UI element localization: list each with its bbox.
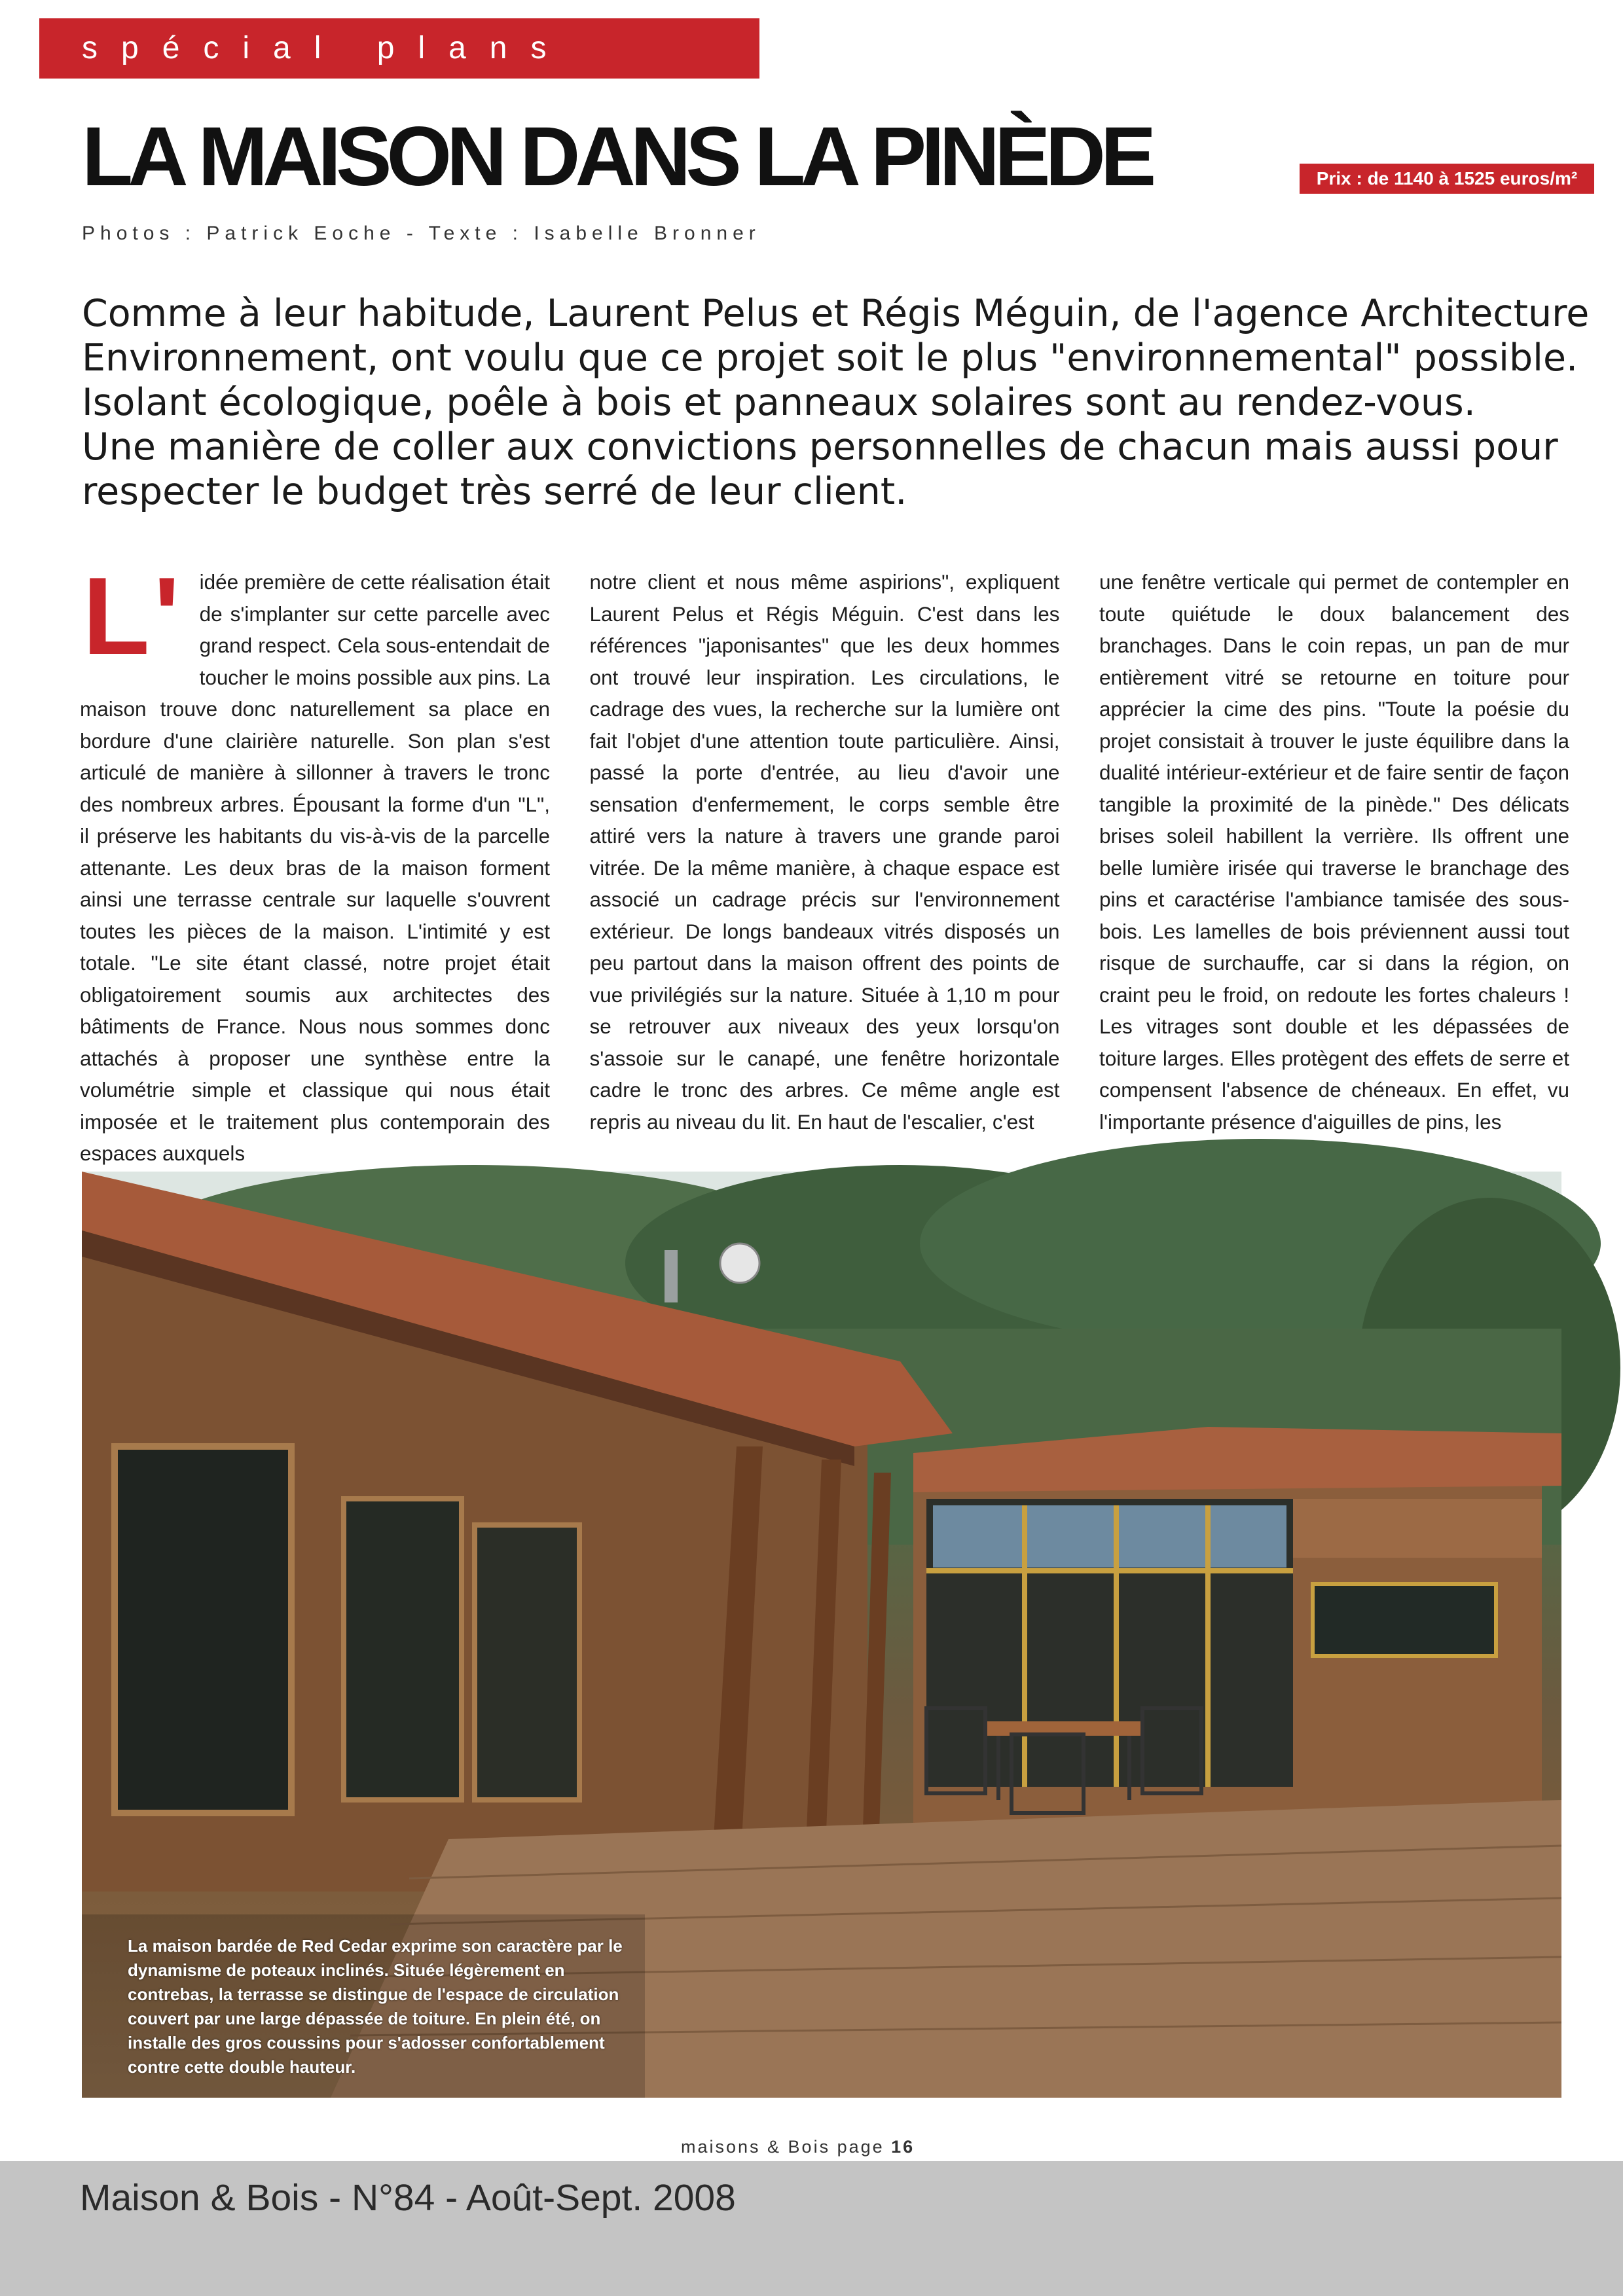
price-badge: Prix : de 1140 à 1525 euros/m² bbox=[1300, 164, 1594, 194]
lead-line: Isolant écologique, poêle à bois et panneaux solaires sont au rendez-vous. bbox=[82, 381, 1476, 424]
article-column-3: une fenêtre verticale qui permet de contempler en toute quiétude le doux balancement des branchages. Dans le coin repas, un pan de mur entièrement vitré se retourne en toiture pour apprécier la cime des pins. "Toute la poésie du projet consistait à trouver le juste équilibre dans la dualité intérieur-extérieur et de faire sentir de façon tangible la proximité de la pinède." Des délicats brises soleil habillent la verrière. Ils offrent une belle lumière irisée qui traverse le branchage des pins et caractérise l'ambiance tamisée des sous-bois. Les lamelles de bois préviennent aussi tout risque de surchauffe, car si dans la région, on craint peu le froid, on redoute les fortes chaleurs ! Les vitrages sont double et les dépassées de toiture larges. Elles protègent des effets de serre et compensent l'absence de chéneaux. En effet, vu l'importante présence d'aiguilles de pins, les bbox=[1099, 570, 1569, 1134]
issue-reference: Maison & Bois - N°84 - Août-Sept. 2008 bbox=[80, 2177, 736, 2219]
column-text: idée première de cette réalisation était de s'implanter sur cette parcelle avec grand respect. Cela sous-entendait de toucher le moins possible aux pins. La maison trouve donc naturellement sa place en bordure d'une clairière naturelle. Son plan s'est articulé de manière à sillonner à travers le tronc des nombreux arbres. Épousant la forme d'un "L", il préserve les habitants du vis-à-vis de la parcelle attenante. Les deux bras de la maison forment ainsi une terrasse centrale sur laquelle s'ouvrent toutes les pièces de la maison. L'intimité y est totale. "Le site étant classé, notre projet était obligatoirement soumis aux architectes des bâtiments de France. Nous nous sommes donc attachés à proposer une synthèse entre la volumétrie simple et classique qui nous était imposée et le traitement plus contemporain des espaces auxquels bbox=[80, 570, 550, 1165]
lead-line: Environnement, ont voulu que ce projet soit le plus "environnemental" possible. bbox=[82, 336, 1578, 380]
page-title: LA MAISON DANS LA PINÈDE bbox=[82, 110, 1152, 204]
article-column-2: notre client et nous même aspirions", expliquent Laurent Pelus et Régis Méguin. C'est dans les références "japonisantes" que les deux hommes ont trouvé leur inspiration. Les circulations, le cadrage des vues, la recherche sur la lumière ont fait l'objet d'une attention toute particulière. Ainsi, passé la porte d'entrée, au lieu d'avoir une sensation d'enfermement, le corps semble être attiré vers la nature à travers une grande paroi vitrée. De la même manière, à chaque espace est associé un cadrage précis sur l'environnement extérieur. De longs bandeaux vitrés disposés un peu partout dans la maison offrent des points de vue privilégiés sur la nature. Située à 1,10 m pour se retrouver aux niveaux des yeux lorsqu'on s'assoie sur le canapé, une fenêtre horizontale cadre le tronc des arbres. Ce même angle est repris au niveau du lit. En haut de l'escalier, c'est bbox=[589, 570, 1060, 1134]
lead-line: Une manière de coller aux convictions personnelles de chacun mais aussi pour bbox=[82, 425, 1558, 469]
credits: Photos : Patrick Eoche - Texte : Isabelle Bronner bbox=[82, 223, 761, 244]
page-folio bbox=[681, 2137, 915, 2157]
lead-paragraph bbox=[82, 291, 1590, 514]
dropcap: L' bbox=[82, 554, 184, 677]
lead-line: respecter le budget très serré de leur client. bbox=[82, 470, 907, 513]
folio-label: maisons & Bois page bbox=[681, 2137, 884, 2157]
section-tag: spécial plans bbox=[39, 18, 759, 79]
article-column-1 bbox=[80, 554, 550, 1165]
photo-caption: La maison bardée de Red Cedar exprime son caractère par le dynamisme de poteaux inclinés. Située légèrement en contrebas, la terrasse se distingue de l'espace de circulation couvert par une large dépassée de toiture. En plein été, on installe des gros coussins pour s'adosser confortablement contre cette double hauteur. bbox=[128, 1936, 623, 2077]
page-number: 16 bbox=[891, 2137, 915, 2157]
lead-line: Comme à leur habitude, Laurent Pelus et Régis Méguin, de l'agence Architecture bbox=[82, 292, 1590, 335]
article-body bbox=[80, 554, 1569, 1165]
